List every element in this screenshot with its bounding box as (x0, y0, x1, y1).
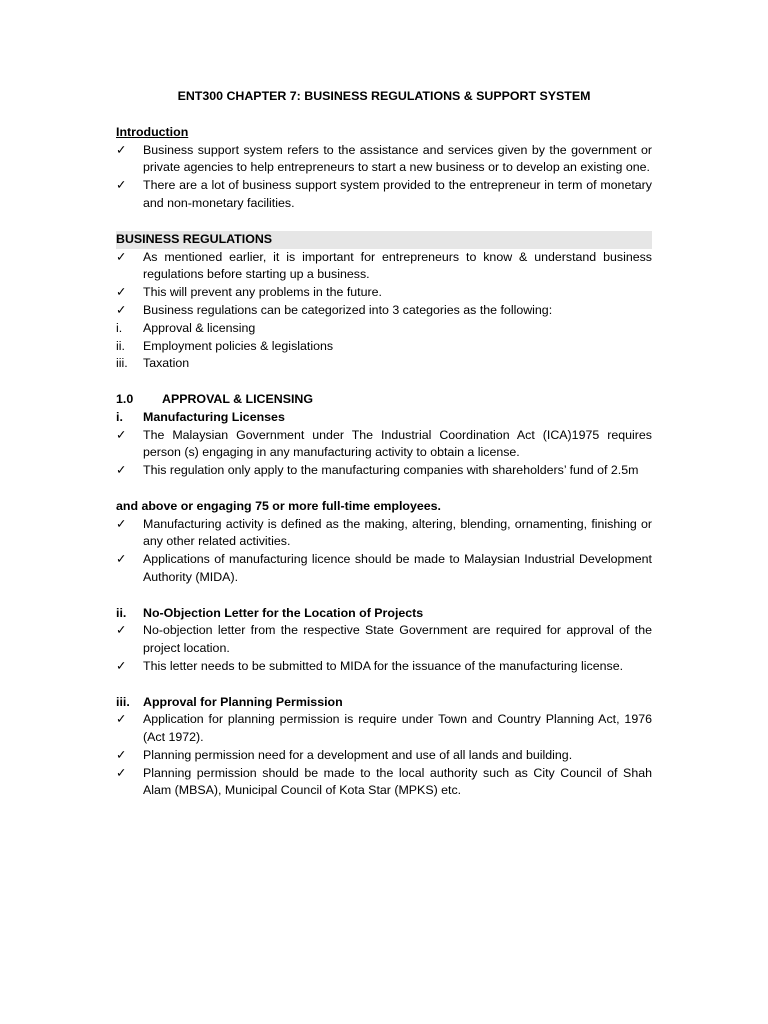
list-item (116, 284, 652, 302)
roman-numeral: ii. (116, 338, 125, 353)
category-item (116, 320, 652, 338)
list-item (116, 765, 652, 801)
check-icon: ✓ (116, 427, 127, 442)
check-icon: ✓ (116, 302, 127, 317)
check-icon: ✓ (116, 552, 127, 567)
check-icon: ✓ (116, 765, 127, 780)
category-text: Taxation (143, 356, 190, 371)
list-item (116, 427, 652, 463)
bullet-text: There are a lot of business support system provided to the entrepreneur in term of monetary and non-monetary facilities. (143, 178, 652, 210)
section-heading (116, 391, 652, 409)
check-icon: ✓ (116, 178, 127, 193)
bullet-text: This letter needs to be submitted to MIDA for the issuance of the manufacturing license. (143, 658, 624, 673)
subsection-heading (116, 694, 652, 712)
list-item (116, 177, 652, 213)
check-icon: ✓ (116, 249, 127, 264)
category-text: Approval & licensing (143, 320, 256, 335)
bullet-text: Business support system refers to the assistance and services given by the government or private agencies to help entrepreneurs to start a new business or to develop an existing one. (143, 142, 652, 175)
bold-continuation-line: and above or engaging 75 or more full-time employees. (116, 498, 441, 513)
roman-numeral: i. (116, 409, 123, 424)
subsection-title: No-Objection Letter for the Location of Projects (143, 605, 424, 620)
bullet-text: Applications of manufacturing licence should be made to Malaysian Industrial Development Authority (MIDA). (143, 552, 652, 584)
bullet-text: Manufacturing activity is defined as the making, altering, blending, ornamenting, finishing or any other related activities. (143, 516, 652, 549)
bullet-text: Planning permission should be made to the local authority such as City Council of Shah Alam (MBSA), Municipal Council of Kota Star (MPKS) etc. (143, 765, 652, 798)
check-icon: ✓ (116, 142, 127, 157)
bullet-text: Application for planning permission is require under Town and Country Planning Act, 1976 (Act 1972). (143, 712, 652, 745)
bullet-text: This regulation only apply to the manufacturing companies with shareholders’ fund of 2.5m (143, 463, 639, 478)
bullet-text: Business regulations can be categorized into 3 categories as the following: (143, 302, 553, 317)
document-title: ENT300 CHAPTER 7: BUSINESS REGULATIONS & SUPPORT SYSTEM (177, 89, 591, 103)
list-item (116, 551, 652, 587)
roman-numeral: iii. (116, 694, 130, 709)
section-number: 1.0 (116, 391, 134, 406)
bullet-text: Planning permission need for a development and use of all lands and building. (143, 747, 573, 762)
check-icon: ✓ (116, 463, 127, 478)
subsection-title: Approval for Planning Permission (143, 694, 343, 709)
roman-numeral: ii. (116, 605, 127, 620)
check-icon: ✓ (116, 623, 127, 638)
list-item (116, 302, 652, 320)
spacer (116, 587, 652, 605)
check-icon: ✓ (116, 285, 127, 300)
list-item (116, 658, 652, 676)
spacer (116, 373, 652, 391)
subsection-heading (116, 605, 652, 623)
category-item (116, 355, 652, 373)
list-item (116, 747, 652, 765)
list-item (116, 462, 652, 480)
list-item (116, 711, 652, 747)
roman-numeral: i. (116, 320, 123, 335)
bullet-text: The Malaysian Government under The Industrial Coordination Act (ICA)1975 requires person (s) engaging in any manufacturing activity to obtain a license. (143, 427, 652, 460)
spacer (116, 676, 652, 694)
spacer (116, 480, 652, 498)
category-item (116, 338, 652, 356)
bullet-text: No-objection letter from the respective State Government are required for approval of the project location. (143, 623, 652, 656)
subsection-title: Manufacturing Licenses (143, 409, 285, 424)
roman-numeral: iii. (116, 356, 128, 371)
check-icon: ✓ (116, 658, 127, 673)
list-item (116, 516, 652, 552)
business-regulations-heading: BUSINESS REGULATIONS (116, 231, 652, 249)
intro-heading: Introduction (116, 124, 189, 139)
category-text: Employment policies & legislations (143, 338, 334, 353)
bullet-text: As mentioned earlier, it is important for entrepreneurs to know & understand business regulations before starting up a business. (143, 249, 652, 282)
check-icon: ✓ (116, 747, 127, 762)
subsection-heading (116, 409, 652, 427)
check-icon: ✓ (116, 516, 127, 531)
bullet-text: This will prevent any problems in the future. (143, 285, 382, 300)
check-icon: ✓ (116, 712, 127, 727)
list-item (116, 622, 652, 658)
document-content (116, 88, 652, 800)
section-title: APPROVAL & LICENSING (162, 391, 313, 406)
list-item (116, 249, 652, 285)
list-item (116, 142, 652, 178)
